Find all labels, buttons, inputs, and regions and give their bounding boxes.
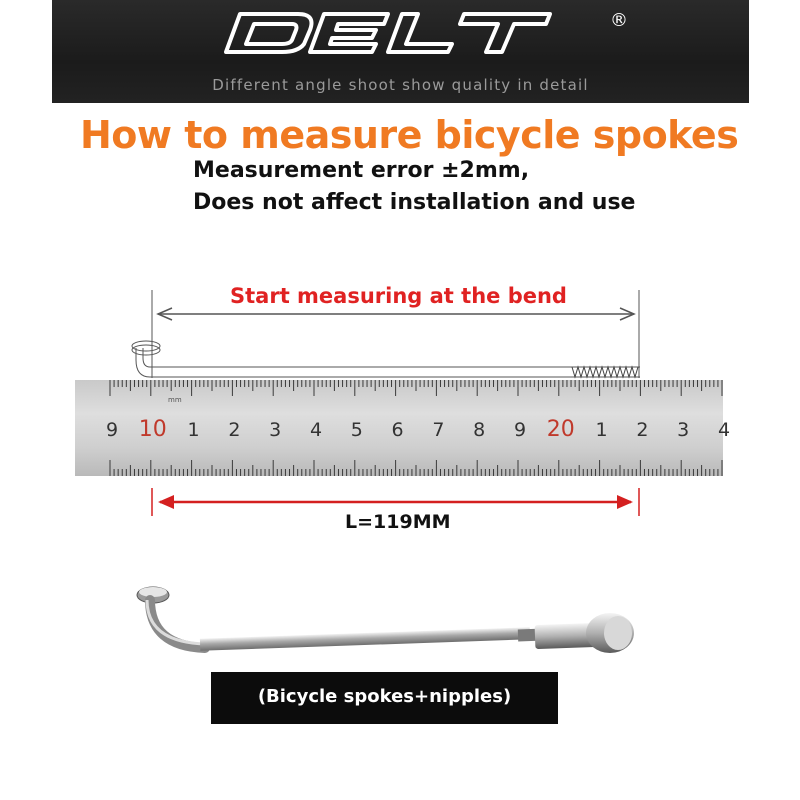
banner-tagline: Different angle shoot show quality in detail <box>212 76 589 94</box>
ruler-label: 4 <box>309 419 323 441</box>
subtitle-line-1: Measurement error ±2mm, <box>193 158 530 183</box>
ruler-label: 20 <box>546 417 575 442</box>
ruler-label: 3 <box>269 419 282 441</box>
page-title: How to measure bicycle spokes <box>80 113 739 157</box>
ruler-label: 9 <box>105 419 119 441</box>
ruler-label: 1 <box>187 419 200 441</box>
spoke-thread <box>572 367 638 377</box>
metal-ruler <box>75 380 730 476</box>
caption-bar <box>211 672 558 724</box>
spoke-photo <box>137 587 634 653</box>
ruler-label: 6 <box>391 419 404 441</box>
ruler-label: 2 <box>636 419 649 441</box>
ruler-label: 10 <box>138 417 167 442</box>
bend-measure-label: Start measuring at the bend <box>230 284 567 308</box>
length-label: L=119MM <box>345 511 451 533</box>
ruler-label: 9 <box>513 419 527 441</box>
ruler-label: 8 <box>473 419 486 441</box>
ruler-label: 5 <box>350 419 363 441</box>
subtitle-line-2: Does not affect installation and use <box>193 190 636 215</box>
ruler-label: 2 <box>228 419 241 441</box>
registered-mark: ® <box>610 10 628 31</box>
ruler-label: 4 <box>717 419 731 441</box>
ruler-label: 7 <box>432 419 445 441</box>
ruler-unit: mm <box>168 396 182 404</box>
bend-measure-arrow <box>158 308 634 320</box>
ruler-label: 3 <box>677 419 690 441</box>
ruler-label: 1 <box>595 419 608 441</box>
caption-text: (Bicycle spokes+nipples) <box>257 686 512 707</box>
